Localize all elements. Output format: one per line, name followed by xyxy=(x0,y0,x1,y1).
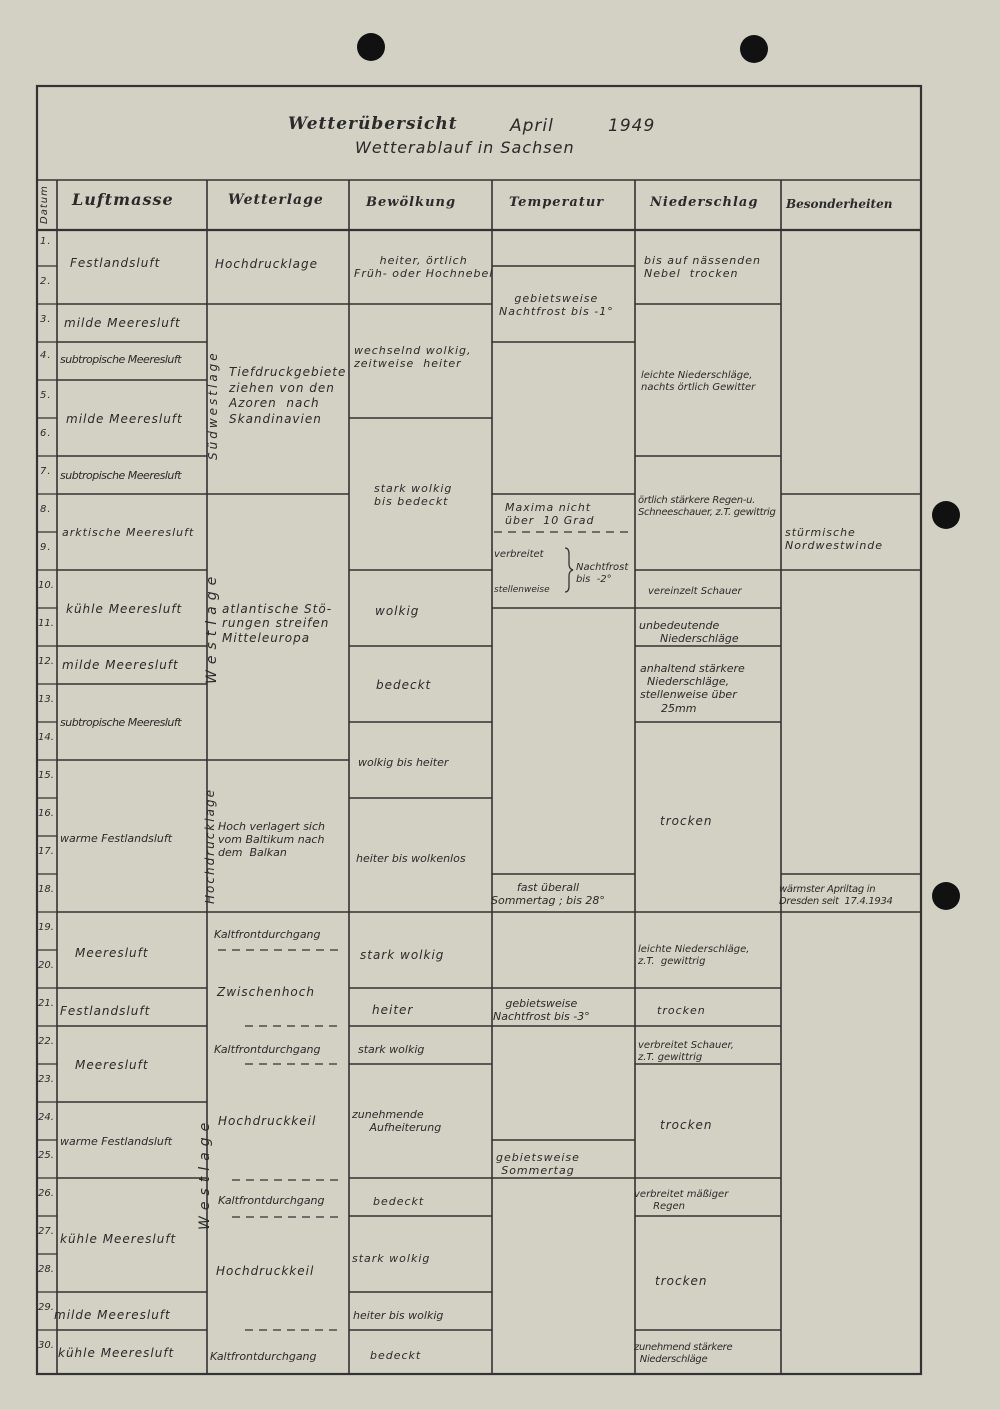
header-luftmasse: Luftmasse xyxy=(72,190,174,209)
besonderheiten-cell: wärmster Apriltag in Dresden seit 17.4.1934 xyxy=(779,884,893,907)
wetterlage-cell: Hoch verlagert sich vom Baltikum nach dem Balkan xyxy=(218,820,326,860)
luftmasse-cell: milde Meeresluft xyxy=(64,316,181,330)
day-label: 8. xyxy=(40,504,52,515)
niederschlag-cell: unbedeutende Niederschläge xyxy=(639,619,739,646)
temperatur-cell: fast überall Sommertag ; bis 28° xyxy=(491,881,605,908)
luftmasse-cell: kühle Meeresluft xyxy=(58,1346,175,1360)
header-wetterlage: Wetterlage xyxy=(228,192,324,208)
niederschlag-cell: vereinzelt Schauer xyxy=(648,586,742,597)
day-label: 2. xyxy=(40,276,52,287)
wetterlage-vertical: Westlage xyxy=(197,1116,213,1230)
bewoelkung-cell: wolkig bis heiter xyxy=(358,756,449,769)
niederschlag-cell: trocken xyxy=(660,1118,713,1132)
bewoelkung-cell: stark wolkig xyxy=(352,1252,431,1265)
header-datum: Datum xyxy=(39,185,50,224)
header-besonderheiten: Besonderheiten xyxy=(786,197,893,211)
luftmasse-cell: subtropische Meeresluft xyxy=(60,716,182,729)
bewoelkung-cell: heiter bis wolkenlos xyxy=(356,852,466,865)
bewoelkung-cell: bedeckt xyxy=(376,678,432,692)
luftmasse-cell: subtropische Meeresluft xyxy=(60,353,182,366)
day-label: 5. xyxy=(40,390,52,401)
header-bewoelkung: Bewölkung xyxy=(366,195,457,210)
wetterlage-cell: Kaltfrontdurchgang xyxy=(214,1043,321,1056)
temperatur-cell: gebietsweise Nachtfrost bis -1° xyxy=(499,292,614,319)
bewoelkung-cell: bedeckt xyxy=(370,1349,422,1362)
temperatur-cell: Maxima nicht über 10 Grad xyxy=(505,501,595,528)
bewoelkung-cell: heiter xyxy=(372,1003,414,1017)
bewoelkung-cell: wolkig xyxy=(375,604,420,618)
wetterlage-vertical: Südwestlage xyxy=(206,350,220,460)
luftmasse-cell: kühle Meeresluft xyxy=(66,602,183,616)
wetterlage-cell: Hochdruckkeil xyxy=(216,1264,315,1278)
bewoelkung-cell: bedeckt xyxy=(373,1195,425,1208)
temperatur-cell: gebietsweise Sommertag xyxy=(496,1151,580,1178)
bewoelkung-cell: heiter bis wolkig xyxy=(353,1309,444,1322)
day-label: 11. xyxy=(38,618,54,629)
day-label: 1. xyxy=(40,236,52,247)
luftmasse-cell: Meeresluft xyxy=(75,1058,149,1072)
wetterlage-vertical: Hochdrucklage xyxy=(203,788,217,904)
day-label: 24. xyxy=(38,1112,54,1123)
day-label: 9. xyxy=(40,542,52,553)
luftmasse-cell: milde Meeresluft xyxy=(62,658,179,672)
wetterlage-cell: Kaltfrontdurchgang xyxy=(214,928,321,941)
niederschlag-cell: bis auf nässenden Nebel trocken xyxy=(644,254,761,281)
day-label: 22. xyxy=(38,1036,54,1047)
bewoelkung-cell: stark wolkig bis bedeckt xyxy=(374,482,453,509)
title-main: Wetterübersicht xyxy=(288,114,458,134)
temperatur-cell: stellenweise xyxy=(494,585,550,595)
title-subtitle: Wetterablauf in Sachsen xyxy=(355,138,575,157)
header-temperatur: Temperatur xyxy=(509,195,605,210)
day-label: 6. xyxy=(40,428,52,439)
day-label: 3. xyxy=(40,314,52,325)
niederschlag-cell: verbreitet mäßiger Regen xyxy=(634,1189,729,1212)
title-month: April xyxy=(510,116,554,136)
bewoelkung-cell: heiter, örtlich Früh- oder Hochnebel xyxy=(354,254,494,281)
day-label: 25. xyxy=(38,1150,54,1161)
day-label: 27. xyxy=(38,1226,54,1237)
day-label: 10. xyxy=(38,580,54,591)
wetterlage-cell: Hochdruckkeil xyxy=(218,1114,317,1128)
luftmasse-cell: kühle Meeresluft xyxy=(60,1232,177,1246)
header-niederschlag: Niederschlag xyxy=(650,195,759,210)
day-label: 16. xyxy=(38,808,54,819)
wetterlage-cell: Zwischenhoch xyxy=(217,985,315,999)
day-label: 19. xyxy=(38,922,54,933)
luftmasse-cell: milde Meeresluft xyxy=(54,1308,171,1322)
luftmasse-cell: Festlandsluft xyxy=(70,256,161,270)
day-label: 7. xyxy=(40,466,52,477)
title-year: 1949 xyxy=(608,116,656,136)
wetterlage-cell: Hochdrucklage xyxy=(215,257,318,271)
day-label: 29. xyxy=(38,1302,54,1313)
niederschlag-cell: leichte Niederschläge, nachts örtlich Gewitter xyxy=(641,370,756,393)
wetterlage-cell: Tiefdruckgebiete ziehen von den Azoren nach Skandinavien xyxy=(229,365,347,426)
day-label: 13. xyxy=(38,694,54,705)
day-label: 18. xyxy=(38,884,54,895)
day-label: 17. xyxy=(38,846,54,857)
luftmasse-cell: warme Festlandsluft xyxy=(60,832,173,845)
day-label: 26. xyxy=(38,1188,54,1199)
niederschlag-cell: leichte Niederschläge, z.T. gewittrig xyxy=(638,944,750,967)
bewoelkung-cell: wechselnd wolkig, zeitweise heiter xyxy=(354,344,472,371)
niederschlag-cell: verbreitet Schauer, z.T. gewittrig xyxy=(638,1040,734,1063)
luftmasse-cell: subtropische Meeresluft xyxy=(60,469,182,482)
niederschlag-cell: trocken xyxy=(657,1004,706,1017)
wetterlage-vertical: Westlage xyxy=(204,570,220,684)
luftmasse-cell: Festlandsluft xyxy=(60,1004,151,1018)
luftmasse-cell: arktische Meeresluft xyxy=(62,526,195,539)
niederschlag-cell: örtlich stärkere Regen-u. Schneeschauer, z.T. gewittrig xyxy=(638,495,776,518)
temperatur-cell: Nachtfrost bis -2° xyxy=(576,562,629,585)
day-label: 15. xyxy=(38,770,54,781)
day-label: 4. xyxy=(40,350,52,361)
niederschlag-cell: trocken xyxy=(655,1274,708,1288)
luftmasse-cell: warme Festlandsluft xyxy=(60,1135,173,1148)
temperatur-cell: verbreitet xyxy=(494,549,544,560)
day-label: 20. xyxy=(38,960,54,971)
day-label: 30. xyxy=(38,1340,54,1351)
bewoelkung-cell: stark wolkig xyxy=(358,1043,425,1056)
wetterlage-cell: Kaltfrontdurchgang xyxy=(218,1194,325,1207)
niederschlag-cell: zunehmend stärkere Niederschläge xyxy=(634,1342,733,1365)
day-label: 21. xyxy=(38,998,54,1009)
wetterlage-cell: atlantische Stö- rungen streifen Mitteleuropa xyxy=(222,602,333,645)
day-label: 12. xyxy=(38,656,54,667)
wetterlage-cell: Kaltfrontdurchgang xyxy=(210,1350,317,1363)
bewoelkung-cell: zunehmende Aufheiterung xyxy=(352,1108,442,1135)
day-label: 28. xyxy=(38,1264,54,1275)
luftmasse-cell: Meeresluft xyxy=(75,946,149,960)
day-label: 23. xyxy=(38,1074,54,1085)
bewoelkung-cell: stark wolkig xyxy=(360,948,445,962)
temperatur-cell: gebietsweise Nachtfrost bis -3° xyxy=(493,997,590,1024)
besonderheiten-cell: stürmische Nordwestwinde xyxy=(785,526,884,553)
niederschlag-cell: trocken xyxy=(660,814,713,828)
niederschlag-cell: anhaltend stärkere Niederschläge, stellenweise über 25mm xyxy=(640,662,745,715)
luftmasse-cell: milde Meeresluft xyxy=(66,412,183,426)
day-label: 14. xyxy=(38,732,54,743)
